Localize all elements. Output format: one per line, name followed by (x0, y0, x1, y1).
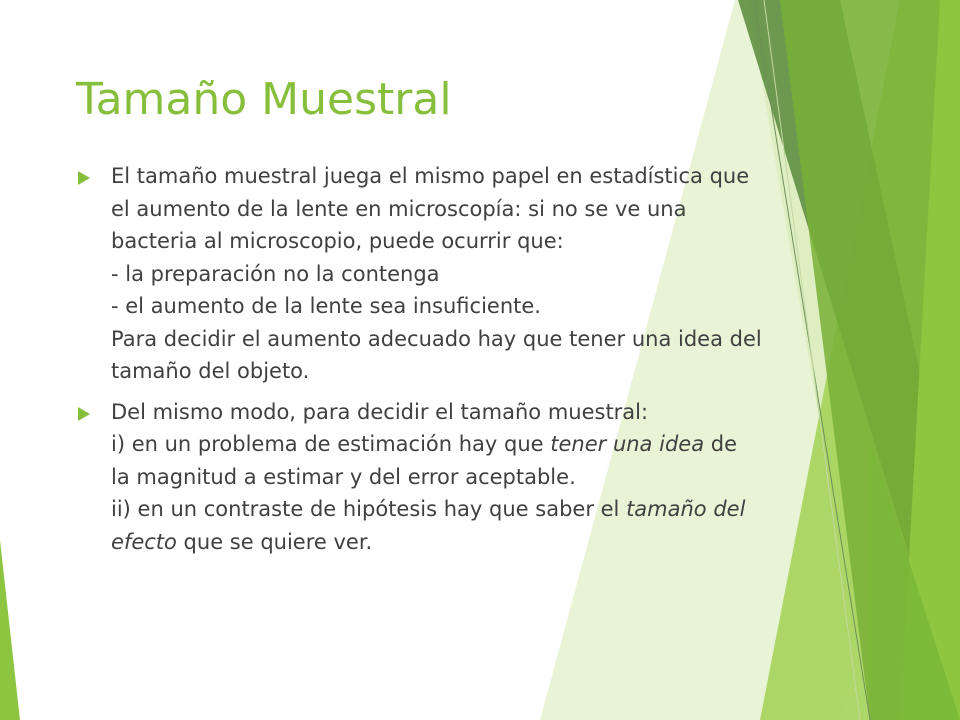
text-line (111, 160, 866, 193)
text-line (111, 428, 866, 461)
text-line (111, 461, 866, 494)
text-run: Del mismo modo, para decidir el tamaño muestral: (111, 399, 649, 424)
text-run: tamaño del objeto. (111, 359, 310, 383)
text-run: i) en un problema de estimación hay que (111, 432, 551, 456)
bullet-item (76, 160, 866, 388)
text-line (111, 323, 866, 356)
text-line (111, 396, 866, 429)
text-run: la magnitud a estimar y del error aceptable. (111, 464, 576, 489)
text-run: ii) en un contraste de hipótesis hay que saber el (111, 497, 627, 521)
text-line (111, 526, 866, 559)
text-line (111, 493, 866, 526)
text-line (111, 290, 866, 323)
text-run: El tamaño muestral juega el mismo papel en estadística que (111, 164, 750, 188)
text-run: de (704, 432, 737, 456)
text-run-italic: tener una idea (550, 432, 705, 456)
text-run-italic: efecto (111, 529, 177, 554)
triangle-right-icon (78, 171, 90, 185)
text-line (111, 258, 866, 291)
slide-title: Tamaño Muestral (76, 74, 452, 125)
text-run: - el aumento de la lente sea insuficiente. (111, 294, 541, 318)
text-line (111, 225, 866, 258)
text-line (111, 193, 866, 226)
text-run-italic: tamaño del (626, 497, 746, 521)
triangle-right-icon (78, 407, 90, 421)
text-line (111, 355, 866, 388)
text-run: que se quiere ver. (176, 529, 373, 554)
text-run: Para decidir el aumento adecuado hay que tener una idea del (111, 326, 762, 351)
bullet-item (76, 396, 866, 559)
bullet-list (76, 160, 866, 566)
text-run: bacteria al microscopio, puede ocurrir que: (111, 229, 564, 253)
text-run: - la preparación no la contenga (111, 261, 440, 286)
text-run: el aumento de la lente en microscopía: si no se ve una (111, 196, 687, 221)
